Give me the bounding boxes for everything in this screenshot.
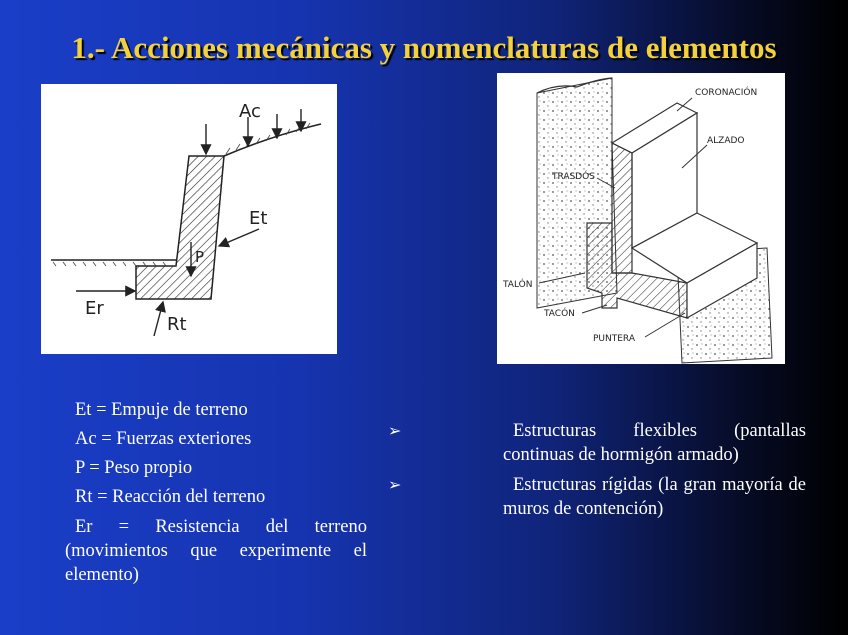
label-talon: TALÓN [503,280,533,290]
label-et: Et [249,208,268,229]
wall-forces-diagram [41,84,337,354]
forces-legend [65,396,367,587]
slide-title: 1.- Acciones mecánicas y nomenclaturas de elementos [71,30,777,65]
legend-item-p: P = Peso propio [75,458,193,478]
legend-item-rt: Rt = Reacción del terreno [75,487,266,507]
rt-arrow [154,302,163,336]
bullet-arrow-icon: ➢ [388,475,402,494]
label-tacon: TACÓN [544,309,575,319]
list-item [388,419,806,467]
label-coronacion: CORONACIÓN [695,88,758,98]
legend-item-ac: Ac = Fuerzas exteriores [75,429,252,449]
label-alzado: ALZADO [707,136,745,146]
label-p: P [195,248,205,266]
structure-types-list [388,419,806,527]
label-puntera: PUNTERA [593,334,635,344]
legend-item-er: Er = Resistencia del terreno (movimientos que experimente el elemento) [65,517,367,585]
legend-item-et: Et = Empuje de terreno [75,400,248,420]
label-rt: Rt [167,314,187,335]
label-ac: Ac [239,101,261,122]
label-er: Er [85,298,104,319]
label-trasdos: TRASDÓS [552,172,595,182]
list-item [388,473,806,521]
list-item-text: Estructuras flexibles (pantallas continuas de hormigón armado) [503,421,806,465]
list-item-text: Estructuras rígidas (la gran mayoría de muros de contención) [503,475,806,519]
bullet-arrow-icon: ➢ [388,421,402,440]
wall-nomenclature-diagram [497,73,785,364]
et-arrow [219,229,259,246]
